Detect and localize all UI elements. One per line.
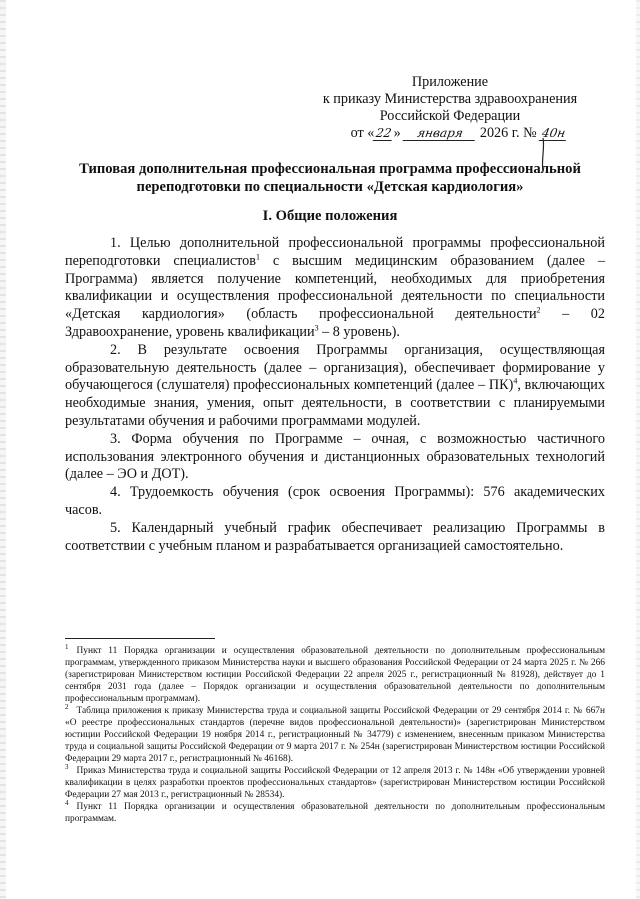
- annex-header: [300, 74, 600, 142]
- footnote-3: $^3$ Приказ Министерства труда и социальной защиты Российской Федерации от 12 апреля 2013 г. № 148н «Об утверждении уровней квалификации в целях разработки проектов профессиональных стандартов» (зарегистрирован Министерством юстиции Российской Федерации 27 мая 2013 г., регистрационный № 28534).: [65, 762, 605, 800]
- footnote-2-text: Таблица приложения к приказу Министерства труда и социальной защиты Российской Федерации от 29 сентября 2014 г. № 667н «О реестре профессиональных стандартов (перечне видов профессиональной деятельности)» (зарегистрирован Министерством юстиции Российской Федерации 19 ноября 2014 г., регистрационный № 34779) с изменением, внесенным приказом Министерства труда и социальной защиты Российской Федерации от 9 марта 2017 г. № 254н (зарегистрирован Министерством юстиции Российской Федерации 29 марта 2017 г., регистрационный № 46168).: [65, 706, 605, 764]
- footnotes: [65, 642, 605, 825]
- footnote-4: $^4$ Пункт 11 Порядка организации и осуществления образовательной деятельности по дополнительным профессиональным программам.: [65, 798, 605, 824]
- p2-text-a: 2. В результате освоения Программы организация, осуществляющая образовательную деятельность (далее – организация), обеспечивает формирование у обучающегося (слушателя) профессиональных компетенций (далее – ПК): [65, 341, 605, 394]
- document-body: [65, 235, 605, 555]
- date-prefix: от «: [350, 125, 375, 141]
- handwritten-number: 40н: [539, 126, 569, 141]
- date-mid: »: [393, 125, 401, 141]
- scan-edge-left: [0, 0, 6, 899]
- paragraph-1: [65, 235, 605, 342]
- p1-text-d: – 8 уровень).: [318, 323, 400, 340]
- document-title: [60, 160, 600, 196]
- footnote-1-text: Пункт 11 Порядка организации и осуществления образовательной деятельности по дополнительным профессиональным программам, утвержденного приказом Министерства науки и высшего образования Российской Федерации от 24 марта 2025 г. № 266 (зарегистрирован Министерством юстиции Российской Федерации 22 апреля 2025 г., регистрационный № 81928), действует до 1 сентября 2031 года (далее – Порядок организации и осуществления образовательной деятельности по дополнительным профессиональным программам).: [65, 646, 605, 704]
- paragraph-5: 5. Календарный учебный график обеспечивает реализацию Программы в соответствии с учебным планом и разрабатывается организацией самостоятельно.: [65, 519, 605, 554]
- footnote-separator: [65, 638, 215, 639]
- footnote-ref-3: 3: [314, 323, 319, 333]
- p1-text-a: 1. Целью дополнительной профессиональной программы профессиональной переподготовки специалистов: [65, 235, 605, 269]
- p1-text-b: с высшим медицинским образованием (далее – Программа) является получение компетенций, необходимых для приобретения квалификации и осуществления профессиональной деятельности по специальности «Детская кардиология» (область профессиональной деятельности: [65, 252, 605, 323]
- handwritten-month: января: [403, 126, 478, 141]
- footnote-ref-1: 1: [255, 252, 260, 262]
- footnote-ref-4: 4: [513, 376, 518, 386]
- paragraph-2: [65, 342, 605, 431]
- footnote-2: $^2$ Таблица приложения к приказу Министерства труда и социальной защиты Российской Федерации от 29 сентября 2014 г. № 667н «О реестре профессиональных стандартов (перечне видов профессиональной деятельности)» (зарегистрирован Министерством юстиции Российской Федерации 19 ноября 2014 г., регистрационный № 34779) с изменением, внесенным приказом Министерства труда и социальной защиты Российской Федерации от 9 марта 2017 г. № 254н (зарегистрирован Министерством юстиции Российской Федерации 29 марта 2017 г., регистрационный № 46168).: [65, 702, 605, 764]
- title-line-2: переподготовки по специальности «Детская кардиология»: [136, 179, 524, 195]
- p2-text-b: , включающих необходимые знания, умения, опыт деятельности, в соответствии с планируемыми результатами обучения и рабочими программами модулей.: [65, 377, 605, 429]
- footnote-4-text: Пункт 11 Порядка организации и осуществления образовательной деятельности по дополнительным профессиональным программам.: [65, 802, 605, 824]
- scan-edge-right: [636, 0, 640, 899]
- annex-order-ref: к приказу Министерства здравоохранения: [322, 91, 578, 107]
- paragraph-4: 4. Трудоемкость обучения (срок освоения Программы): 576 академических часов.: [65, 484, 605, 518]
- footnote-ref-2: 2: [536, 305, 541, 315]
- annex-country: Российской Федерации: [379, 108, 521, 124]
- section-heading: I. Общие положения: [262, 208, 398, 224]
- title-line-1: Типовая дополнительная профессиональная программа профессиональной: [79, 161, 581, 177]
- paragraph-3: 3. Форма обучения по Программе – очная, с возможностью частичного использования электронного обучения и дистанционных образовательных технологий (далее – ЭО и ДОТ).: [65, 430, 605, 483]
- handwritten-day: 22: [373, 126, 395, 141]
- p1-text-c: – 02 Здравоохранение, уровень квалификации: [65, 306, 605, 340]
- annex-label: Приложение: [411, 74, 489, 90]
- footnote-3-text: Приказ Министерства труда и социальной защиты Российской Федерации от 12 апреля 2013 г. № 148н «Об утверждении уровней квалификации в целях разработки проектов профессиональных стандартов» (зарегистрирован Министерством юстиции Российской Федерации 27 мая 2013 г., регистрационный № 28534).: [65, 766, 605, 800]
- footnote-1: $^1$ Пункт 11 Порядка организации и осуществления образовательной деятельности по дополнительным профессиональным программам, утвержденного приказом Министерства науки и высшего образования Российской Федерации от 24 марта 2025 г. № 266 (зарегистрирован Министерством юстиции Российской Федерации 22 апреля 2025 г., регистрационный № 81928), действует до 1 сентября 2031 года (далее – Порядок организации и осуществления образовательной деятельности по дополнительным профессиональным программам).: [65, 642, 605, 704]
- year-text: 2026 г. №: [479, 125, 537, 141]
